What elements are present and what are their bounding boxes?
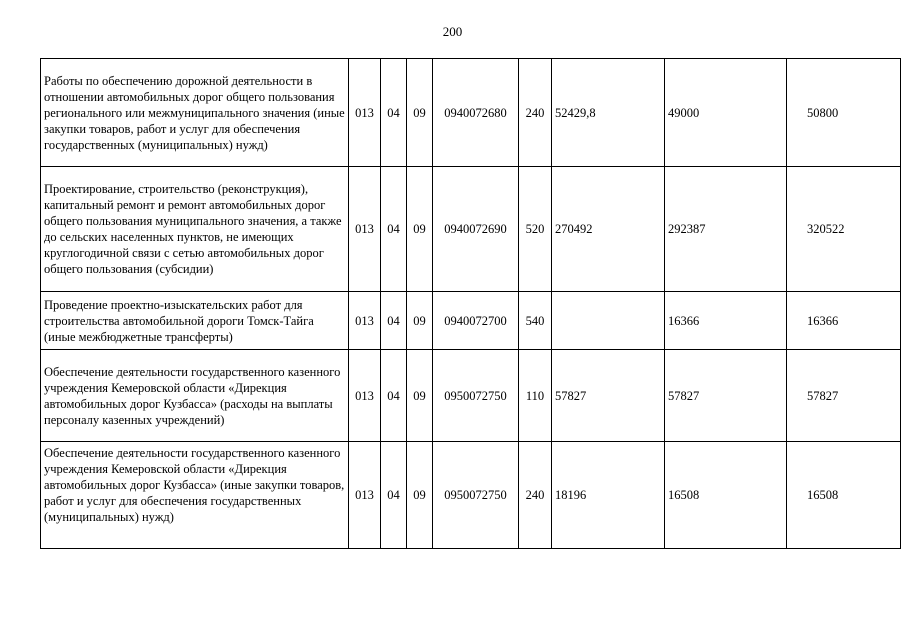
subsection-code: 09 <box>407 59 433 167</box>
amount-year-1: 57827 <box>552 350 665 442</box>
target-article-code: 0950072750 <box>433 350 519 442</box>
row-description: Обеспечение деятельности государственного казенного учреждения Кемеровской области «Дирекция автомобильных дорог Кузбасса» (расходы на выплаты персоналу казенных учреждений) <box>41 350 349 442</box>
expense-type-code: 240 <box>519 442 552 549</box>
table-row <box>41 350 901 442</box>
subsection-code: 09 <box>407 350 433 442</box>
subsection-code: 09 <box>407 292 433 350</box>
amount-year-2: 57827 <box>665 350 787 442</box>
amount-year-1 <box>552 292 665 350</box>
ministry-code: 013 <box>349 59 381 167</box>
target-article-code: 0940072700 <box>433 292 519 350</box>
section-code: 04 <box>381 442 407 549</box>
ministry-code: 013 <box>349 292 381 350</box>
row-description: Работы по обеспечению дорожной деятельности в отношении автомобильных дорог общего пользования регионального или межмуниципального значения (иные закупки товаров, работ и услуг для обеспечения государственных (муниципальных) нужд) <box>41 59 349 167</box>
subsection-code: 09 <box>407 442 433 549</box>
target-article-code: 0940072690 <box>433 167 519 292</box>
page-number: 200 <box>442 24 463 39</box>
amount-year-3: 50800 <box>787 59 901 167</box>
expense-type-code: 540 <box>519 292 552 350</box>
table-row <box>41 59 901 167</box>
expense-type-code: 520 <box>519 167 552 292</box>
row-description: Проектирование, строительство (реконструкция), капитальный ремонт и ремонт автомобильных дорог общего пользования муниципального значения, а также до сельских населенных пунктов, не имеющих круглогодичной связи с сетью автомобильных дорог общего пользования (субсидии) <box>41 167 349 292</box>
target-article-code: 0940072680 <box>433 59 519 167</box>
amount-year-2: 16366 <box>665 292 787 350</box>
expense-type-code: 240 <box>519 59 552 167</box>
section-code: 04 <box>381 167 407 292</box>
amount-year-2: 292387 <box>665 167 787 292</box>
amount-year-3: 16366 <box>787 292 901 350</box>
amount-year-2: 16508 <box>665 442 787 549</box>
table-row <box>41 167 901 292</box>
section-code: 04 <box>381 292 407 350</box>
table-row <box>41 442 901 549</box>
row-description: Обеспечение деятельности государственного казенного учреждения Кемеровской области «Дирекция автомобильных дорог Кузбасса» (иные закупки товаров, работ и услуг для обеспечения государственных (муниципальных) нужд) <box>41 442 349 549</box>
table-row <box>41 292 901 350</box>
budget-table <box>40 58 901 549</box>
expense-type-code: 110 <box>519 350 552 442</box>
amount-year-3: 16508 <box>787 442 901 549</box>
amount-year-1: 18196 <box>552 442 665 549</box>
amount-year-2: 49000 <box>665 59 787 167</box>
ministry-code: 013 <box>349 350 381 442</box>
amount-year-3: 320522 <box>787 167 901 292</box>
row-description: Проведение проектно-изыскательских работ для строительства автомобильной дороги Томск-Тайга (иные межбюджетные трансферты) <box>41 292 349 350</box>
amount-year-3: 57827 <box>787 350 901 442</box>
ministry-code: 013 <box>349 167 381 292</box>
ministry-code: 013 <box>349 442 381 549</box>
section-code: 04 <box>381 350 407 442</box>
amount-year-1: 270492 <box>552 167 665 292</box>
section-code: 04 <box>381 59 407 167</box>
target-article-code: 0950072750 <box>433 442 519 549</box>
subsection-code: 09 <box>407 167 433 292</box>
amount-year-1: 52429,8 <box>552 59 665 167</box>
